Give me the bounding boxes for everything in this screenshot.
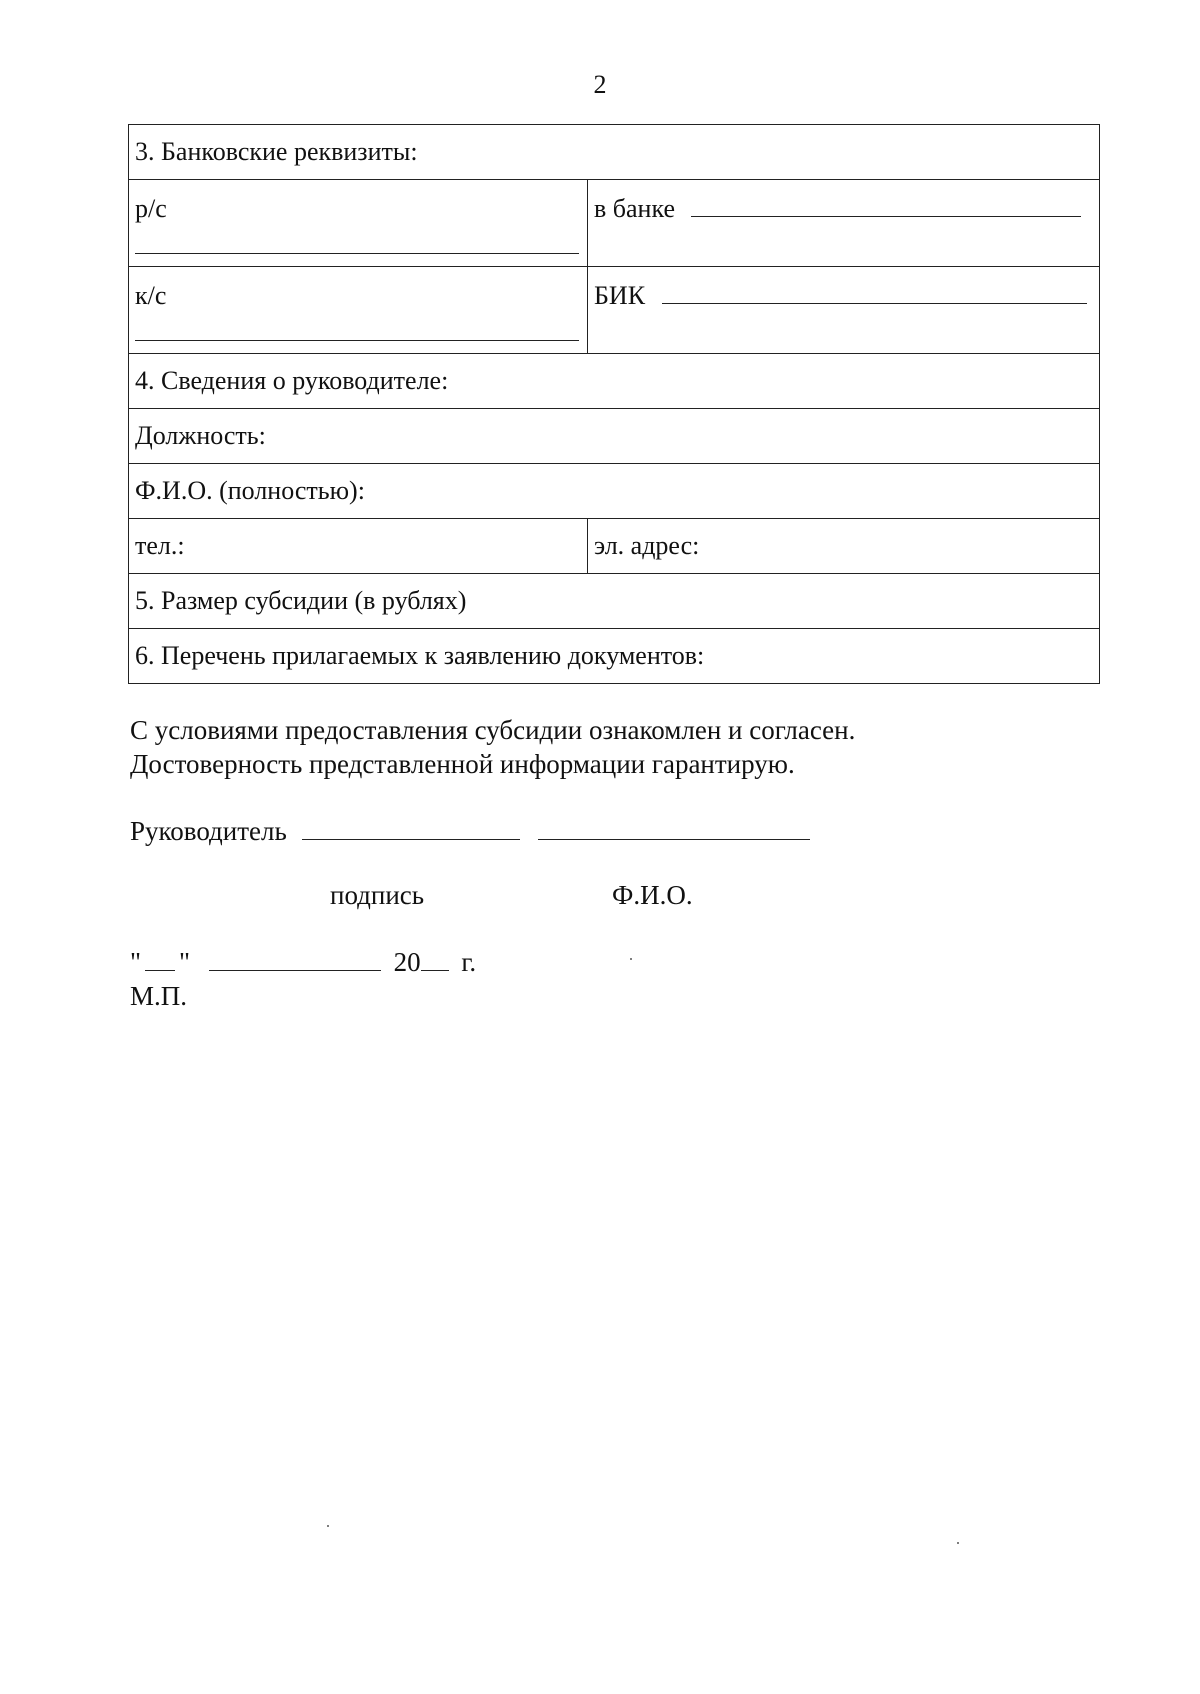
name-caption: Ф.И.О. [612, 880, 693, 910]
settlement-account-label: р/с [135, 194, 167, 223]
phone-field: тел.: [129, 519, 588, 574]
form-table [128, 124, 1100, 684]
correspondent-account-label: к/с [135, 281, 167, 310]
section-bank-details-title: 3. Банковские реквизиты: [129, 125, 1100, 180]
signature-caption: подпись [330, 880, 425, 910]
bank-name-cell [588, 180, 1100, 267]
head-role-label: Руководитель [130, 816, 287, 846]
table-row [129, 574, 1100, 629]
consent-statement: С условиями предоставления субсидии ознакомлен и согласен. [130, 715, 856, 745]
table-row [129, 180, 1100, 267]
correspondent-account-blank [135, 340, 579, 341]
table-row [129, 519, 1100, 574]
bik-blank [662, 277, 1087, 304]
settlement-account-blank [135, 253, 579, 254]
bik-label: БИК [594, 281, 646, 310]
scan-speck [327, 1525, 329, 1527]
bank-name-label: в банке [594, 194, 675, 223]
settlement-account-cell [129, 180, 588, 267]
page-number: 2 [593, 70, 607, 99]
accuracy-statement: Достоверность представленной информации гарантирую. [130, 749, 795, 779]
table-row [129, 354, 1100, 409]
day-blank [145, 948, 175, 971]
table-row [129, 125, 1100, 180]
table-row [129, 629, 1100, 684]
name-blank [538, 817, 810, 840]
position-field: Должность: [129, 409, 1100, 464]
bank-name-blank [691, 190, 1081, 217]
subsidy-amount-field: 5. Размер субсидии (в рублях) [129, 574, 1100, 629]
attached-documents-field: 6. Перечень прилагаемых к заявлению документов: [129, 629, 1100, 684]
table-row [129, 267, 1100, 354]
signature-line [130, 814, 810, 848]
year-suffix: г. [461, 947, 477, 977]
email-field: эл. адрес: [588, 519, 1100, 574]
bik-cell [588, 267, 1100, 354]
signature-blank [302, 817, 520, 840]
month-blank [209, 948, 381, 971]
section-head-info-title: 4. Сведения о руководителе: [129, 354, 1100, 409]
year-blank [421, 948, 449, 971]
correspondent-account-cell [129, 267, 588, 354]
date-line [130, 945, 476, 979]
date-quote-open: " [130, 947, 142, 977]
full-name-field: Ф.И.О. (полностью): [129, 464, 1100, 519]
stamp-placeholder: М.П. [130, 981, 188, 1011]
table-row [129, 409, 1100, 464]
scan-speck [957, 1542, 959, 1544]
table-row [129, 464, 1100, 519]
year-prefix: 20 [393, 947, 421, 977]
scan-speck [630, 958, 632, 960]
date-quote-close: " [179, 947, 191, 977]
